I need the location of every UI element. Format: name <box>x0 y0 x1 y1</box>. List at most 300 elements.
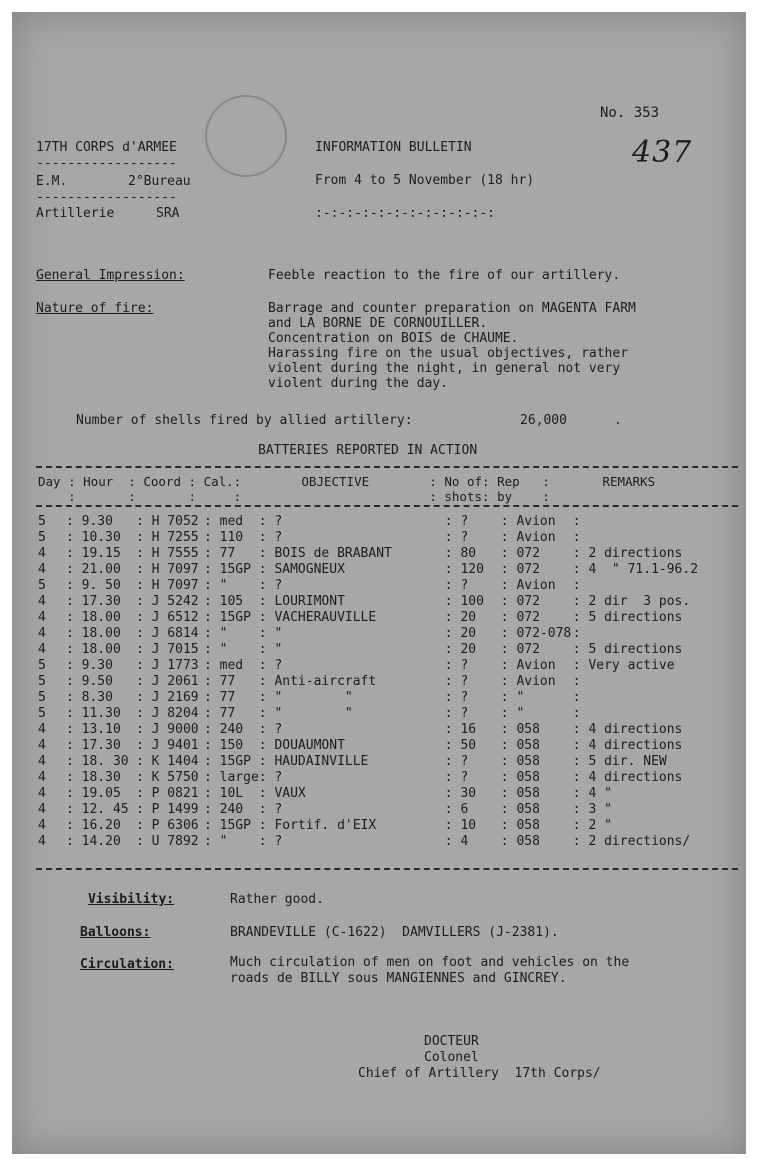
cell-cal-value: " <box>219 626 228 641</box>
cell-hour-value: 17.30 <box>81 738 121 753</box>
column-separator: : <box>258 610 275 625</box>
cell-cal-value: " <box>219 834 228 849</box>
general-impression-label: General Impression: <box>36 268 185 283</box>
shells-label: Number of shells fired by allied artillery: <box>76 413 413 428</box>
cell-objective-value: " <box>274 642 283 657</box>
cell-cal-value: 77 <box>219 674 236 689</box>
cell-hour <box>66 770 136 786</box>
cell-rep-value: 072 <box>516 546 540 561</box>
cell-hour <box>66 738 136 754</box>
column-separator: : <box>258 594 275 609</box>
cell-day: 4 <box>38 546 46 561</box>
cell-shots-value: 10 <box>460 818 477 833</box>
cell-hour-value: 18. 30 <box>81 754 129 769</box>
nature-of-fire-line: and LA BORNE DE CORNOUILLER. <box>268 316 488 331</box>
cell-coord <box>136 626 204 642</box>
cell-remarks <box>573 706 723 722</box>
cell-objective-value: VACHERAUVILLE <box>274 610 377 625</box>
cell-hour-value: 8.30 <box>81 690 113 705</box>
cell-rep-value: 058 <box>516 818 540 833</box>
column-separator: : <box>572 674 589 689</box>
column-separator: : <box>204 770 220 785</box>
cell-remarks <box>573 610 723 626</box>
cell-cal <box>204 674 259 690</box>
balloons-label: Balloons: <box>80 925 151 940</box>
cell-day: 5 <box>38 690 46 705</box>
bulletin-title: INFORMATION BULLETIN <box>315 140 472 155</box>
cell-hour <box>66 530 136 546</box>
cell-rep-value: 058 <box>516 802 540 817</box>
table-row <box>38 834 723 850</box>
cell-objective-value: ? <box>274 770 283 785</box>
column-separator: : <box>66 514 82 529</box>
cell-cal <box>204 786 259 802</box>
column-separator: : <box>258 770 275 785</box>
cell-objective-value: " <box>274 626 283 641</box>
cell-objective <box>259 770 445 786</box>
cell-cal-value: " <box>219 578 228 593</box>
cell-cal <box>204 642 259 658</box>
cell-coord-value: J 6814 <box>151 626 199 641</box>
cell-hour-value: 18.30 <box>81 770 121 785</box>
cell-cal <box>204 834 259 850</box>
cell-hour-value: 19.15 <box>81 546 121 561</box>
cell-rep <box>501 722 573 738</box>
cell-rep <box>501 706 573 722</box>
table-header-line-1: Day : Hour : Coord : Cal.: OBJECTIVE : No of: Rep : REMARKS <box>38 474 656 489</box>
cell-rep <box>501 626 573 642</box>
column-separator: : <box>258 706 275 721</box>
cell-coord-value: J 2061 <box>151 674 199 689</box>
cell-shots <box>445 738 501 754</box>
cell-day: 5 <box>38 706 46 721</box>
cell-shots <box>445 562 501 578</box>
cell-shots-value: ? <box>460 706 469 721</box>
column-separator: : <box>66 610 82 625</box>
column-separator: : <box>204 658 220 673</box>
cell-coord <box>136 722 204 738</box>
cell-rep-value: 072 <box>516 594 540 609</box>
corps-label: 17TH CORPS d'ARMEE <box>36 140 177 155</box>
column-separator: : <box>66 770 82 785</box>
cell-shots-value: ? <box>460 530 469 545</box>
cell-rep-value: " <box>516 706 525 721</box>
column-separator: : <box>136 818 152 833</box>
balloons-text: BRANDEVILLE (C-1622) DAMVILLERS (J-2381). <box>230 925 559 940</box>
cell-shots-value: ? <box>460 674 469 689</box>
cell-remarks <box>573 690 723 706</box>
circulation-label: Circulation: <box>80 957 174 972</box>
column-separator: : <box>258 546 275 561</box>
cell-remarks <box>573 594 723 610</box>
cell-hour <box>66 578 136 594</box>
cell-rep-value: 072 <box>516 610 540 625</box>
signature-name: DOCTEUR <box>424 1034 479 1049</box>
batteries-table <box>38 514 723 850</box>
cell-objective <box>259 578 445 594</box>
cell-hour-value: 19.05 <box>81 786 121 801</box>
column-separator: : <box>204 578 220 593</box>
cell-remarks <box>573 802 723 818</box>
table-row <box>38 802 723 818</box>
cell-objective <box>259 514 445 530</box>
column-separator: : <box>444 690 461 705</box>
cell-objective <box>259 610 445 626</box>
cell-rep <box>501 770 573 786</box>
table-row <box>38 738 723 754</box>
column-separator: : <box>66 594 82 609</box>
cell-cal-value: med <box>219 514 244 529</box>
visibility-label: Visibility: <box>88 892 175 907</box>
table-row <box>38 754 723 770</box>
column-separator: : <box>136 658 152 673</box>
cell-objective-value: ? <box>274 530 283 545</box>
cell-objective-value: ? <box>274 802 283 817</box>
cell-shots <box>445 802 501 818</box>
cell-coord-value: J 8204 <box>151 706 199 721</box>
cell-day: 4 <box>38 754 46 769</box>
table-row <box>38 594 723 610</box>
column-separator: : <box>500 754 517 769</box>
cell-hour-value: 9.30 <box>81 658 113 673</box>
column-separator: : <box>136 706 152 721</box>
cell-remarks-value: 4 directions <box>588 770 683 785</box>
cell-coord-value: P 1499 <box>151 802 199 817</box>
column-separator: : <box>204 690 220 705</box>
column-separator: : <box>258 802 275 817</box>
column-separator: : <box>572 770 589 785</box>
column-separator: : <box>500 802 517 817</box>
table-top-rule <box>36 466 738 468</box>
nature-of-fire-line: Barrage and counter preparation on MAGENTA FARM <box>268 301 636 316</box>
column-separator: : <box>572 802 589 817</box>
cell-objective <box>259 834 445 850</box>
cell-shots-value: 120 <box>460 562 484 577</box>
cell-coord <box>136 674 204 690</box>
cell-remarks <box>573 658 723 674</box>
cell-remarks-value: 2 directions/ <box>588 834 691 849</box>
column-separator: : <box>204 834 220 849</box>
column-separator: : <box>258 674 275 689</box>
cell-remarks-value: 5 dir. NEW <box>588 754 667 769</box>
column-separator: : <box>66 578 82 593</box>
cell-shots <box>445 578 501 594</box>
bulletin-period: From 4 to 5 November (18 hr) <box>315 173 535 188</box>
column-separator: : <box>572 818 589 833</box>
cell-cal <box>204 626 259 642</box>
column-separator: : <box>500 722 517 737</box>
column-separator: : <box>500 658 517 673</box>
cell-shots-value: 100 <box>460 594 484 609</box>
column-separator: : <box>444 674 461 689</box>
nature-of-fire-label: Nature of fire: <box>36 301 154 316</box>
cell-rep <box>501 546 573 562</box>
cell-day: 4 <box>38 594 46 609</box>
cell-day: 4 <box>38 834 46 849</box>
cell-day: 4 <box>38 770 46 785</box>
cell-hour-value: 17.30 <box>81 594 121 609</box>
cell-cal <box>204 594 259 610</box>
cell-coord-value: H 7555 <box>151 546 199 561</box>
column-separator: : <box>500 546 517 561</box>
cell-hour <box>66 786 136 802</box>
column-separator: : <box>572 594 589 609</box>
column-separator: : <box>204 754 220 769</box>
cell-cal-value: 10L <box>219 786 244 801</box>
cell-shots-value: 4 <box>460 834 469 849</box>
cell-hour-value: 18.00 <box>81 610 121 625</box>
column-separator: : <box>258 642 275 657</box>
cell-rep <box>501 514 573 530</box>
cell-cal <box>204 530 259 546</box>
cell-hour-value: 14.20 <box>81 834 121 849</box>
cell-remarks-value: 4 directions <box>588 738 683 753</box>
nature-of-fire-line: Concentration on BOIS de CHAUME. <box>268 331 519 346</box>
cell-remarks-value: 2 " <box>588 818 612 833</box>
column-separator: : <box>258 818 275 833</box>
cell-rep <box>501 530 573 546</box>
cell-remarks-value: 4 " <box>588 786 612 801</box>
column-separator: : <box>444 706 461 721</box>
cell-remarks <box>573 818 723 834</box>
cell-day: 5 <box>38 530 46 545</box>
cell-cal <box>204 658 259 674</box>
column-separator: : <box>572 754 589 769</box>
column-separator: : <box>136 802 152 817</box>
cell-coord-value: J 9000 <box>151 722 199 737</box>
cell-hour <box>66 802 136 818</box>
cell-coord <box>136 818 204 834</box>
cell-remarks <box>573 754 723 770</box>
cell-coord <box>136 738 204 754</box>
column-separator: : <box>66 642 82 657</box>
column-separator: : <box>500 514 517 529</box>
column-separator: : <box>136 738 152 753</box>
cell-coord <box>136 562 204 578</box>
cell-remarks-value: 4 " 71.1-96.2 <box>588 562 699 577</box>
cell-remarks <box>573 834 723 850</box>
cell-remarks <box>573 514 723 530</box>
cell-objective-value: BOIS de BRABANT <box>274 546 392 561</box>
cell-remarks-value: 2 directions <box>588 546 683 561</box>
column-separator: : <box>136 594 152 609</box>
table-row <box>38 658 723 674</box>
cell-hour-value: 9.50 <box>81 674 113 689</box>
cell-cal <box>204 770 259 786</box>
table-row <box>38 514 723 530</box>
column-separator: : <box>136 578 152 593</box>
cell-rep <box>501 754 573 770</box>
cell-coord-value: H 7255 <box>151 530 199 545</box>
cell-coord <box>136 530 204 546</box>
cell-cal <box>204 802 259 818</box>
column-separator: : <box>66 818 82 833</box>
column-separator: : <box>500 770 517 785</box>
cell-hour-value: 13.10 <box>81 722 121 737</box>
cell-hour-value: 18.00 <box>81 626 121 641</box>
cell-coord <box>136 642 204 658</box>
column-separator: : <box>444 658 461 673</box>
cell-objective <box>259 802 445 818</box>
column-separator: : <box>500 706 517 721</box>
column-separator: : <box>444 578 461 593</box>
column-separator: : <box>204 562 220 577</box>
cell-objective-value: ? <box>274 722 283 737</box>
cell-hour-value: 18.00 <box>81 642 121 657</box>
cell-objective-value: Fortif. d'EIX <box>274 818 377 833</box>
column-separator: : <box>572 706 589 721</box>
cell-objective-value: SAMOGNEUX <box>274 562 345 577</box>
column-separator: : <box>572 610 589 625</box>
cell-remarks <box>573 530 723 546</box>
column-separator: : <box>258 562 275 577</box>
column-separator: : <box>572 578 589 593</box>
cell-coord <box>136 610 204 626</box>
cell-rep-value: 058 <box>516 722 540 737</box>
column-separator: : <box>66 722 82 737</box>
cell-cal-value: 15GP <box>219 562 251 577</box>
column-separator: : <box>204 514 220 529</box>
cell-remarks-value: Very active <box>588 658 675 673</box>
cell-cal <box>204 578 259 594</box>
column-separator: : <box>136 642 152 657</box>
cell-shots <box>445 642 501 658</box>
cell-shots <box>445 834 501 850</box>
cell-hour <box>66 818 136 834</box>
cell-shots-value: 20 <box>460 626 477 641</box>
cell-objective-value: Anti-aircraft <box>274 674 377 689</box>
cell-cal <box>204 690 259 706</box>
cell-shots-value: 50 <box>460 738 477 753</box>
cell-shots-value: 30 <box>460 786 477 801</box>
column-separator: : <box>572 786 589 801</box>
cell-remarks <box>573 770 723 786</box>
cell-hour <box>66 594 136 610</box>
cell-objective <box>259 738 445 754</box>
cell-shots-value: 80 <box>460 546 477 561</box>
column-separator: : <box>136 530 152 545</box>
column-separator: : <box>500 530 517 545</box>
column-separator: : <box>136 770 152 785</box>
column-separator: : <box>572 530 589 545</box>
cell-rep <box>501 738 573 754</box>
cell-rep <box>501 802 573 818</box>
cell-shots <box>445 690 501 706</box>
column-separator: : <box>258 834 275 849</box>
cell-cal-value: 77 <box>219 706 236 721</box>
cell-hour-value: 10.30 <box>81 530 121 545</box>
cell-cal <box>204 706 259 722</box>
column-separator: : <box>500 674 517 689</box>
table-row <box>38 818 723 834</box>
cell-coord-value: H 7052 <box>151 514 199 529</box>
column-separator: : <box>204 674 220 689</box>
cell-coord-value: J 6512 <box>151 610 199 625</box>
cell-objective-value: " " <box>274 690 353 705</box>
column-separator: : <box>572 642 589 657</box>
cell-objective <box>259 690 445 706</box>
cell-objective <box>259 594 445 610</box>
cell-cal-value: 15GP <box>219 818 251 833</box>
column-separator: : <box>444 722 461 737</box>
column-separator: : <box>444 770 461 785</box>
table-row <box>38 626 723 642</box>
column-separator: : <box>204 594 220 609</box>
cell-rep-value: 058 <box>516 834 540 849</box>
visibility-text: Rather good. <box>230 892 324 907</box>
column-separator: : <box>500 626 517 641</box>
cell-day: 4 <box>38 610 46 625</box>
column-separator: : <box>66 626 82 641</box>
cell-rep <box>501 834 573 850</box>
shells-value: 26,000 <box>520 413 567 428</box>
cell-cal <box>204 754 259 770</box>
column-separator: : <box>258 658 275 673</box>
cell-coord <box>136 834 204 850</box>
batteries-title: BATTERIES REPORTED IN ACTION <box>258 443 478 458</box>
header-dash-2: ------------------ <box>36 190 177 205</box>
cell-hour <box>66 674 136 690</box>
column-separator: : <box>500 610 517 625</box>
cell-coord <box>136 786 204 802</box>
cell-coord-value: U 7892 <box>151 834 199 849</box>
cell-coord-value: H 7097 <box>151 578 199 593</box>
cell-shots <box>445 754 501 770</box>
cell-cal-value: 110 <box>219 530 244 545</box>
cell-objective <box>259 562 445 578</box>
cell-coord <box>136 594 204 610</box>
column-separator: : <box>444 738 461 753</box>
column-separator: : <box>66 530 82 545</box>
column-separator: : <box>444 754 461 769</box>
column-separator: : <box>204 786 220 801</box>
nature-of-fire-line: Harassing fire on the usual objectives, rather <box>268 346 629 361</box>
cell-coord-value: J 9401 <box>151 738 199 753</box>
cell-rep <box>501 594 573 610</box>
cell-rep-value: 072 <box>516 562 540 577</box>
cell-remarks-value: 2 dir 3 pos. <box>588 594 691 609</box>
cell-cal-value: med <box>219 658 244 673</box>
cell-rep <box>501 562 573 578</box>
column-separator: : <box>258 754 275 769</box>
table-row <box>38 530 723 546</box>
cell-shots-value: ? <box>460 770 469 785</box>
cell-hour <box>66 706 136 722</box>
column-separator: : <box>572 834 589 849</box>
cell-remarks-value: 5 directions <box>588 642 683 657</box>
bureau-label: 2°Bureau <box>128 174 191 189</box>
cell-shots-value: ? <box>460 514 469 529</box>
column-separator: : <box>136 690 152 705</box>
cell-shots <box>445 722 501 738</box>
shells-suffix: . <box>614 413 622 428</box>
cell-coord <box>136 514 204 530</box>
table-row <box>38 722 723 738</box>
cell-remarks <box>573 578 723 594</box>
column-separator: : <box>444 818 461 833</box>
cell-coord <box>136 690 204 706</box>
cell-cal-value: 15GP <box>219 754 251 769</box>
cell-cal-value: 77 <box>219 546 236 561</box>
bulletin-separator: :-:-:-:-:-:-:-:-:-:-:-: <box>315 206 496 221</box>
cell-cal-value: 240 <box>219 722 244 737</box>
cell-remarks <box>573 626 723 642</box>
cell-rep-value: 072 <box>516 642 540 657</box>
cell-remarks <box>573 546 723 562</box>
cell-coord-value: P 0821 <box>151 786 199 801</box>
cell-day: 4 <box>38 818 46 833</box>
column-separator: : <box>572 658 589 673</box>
